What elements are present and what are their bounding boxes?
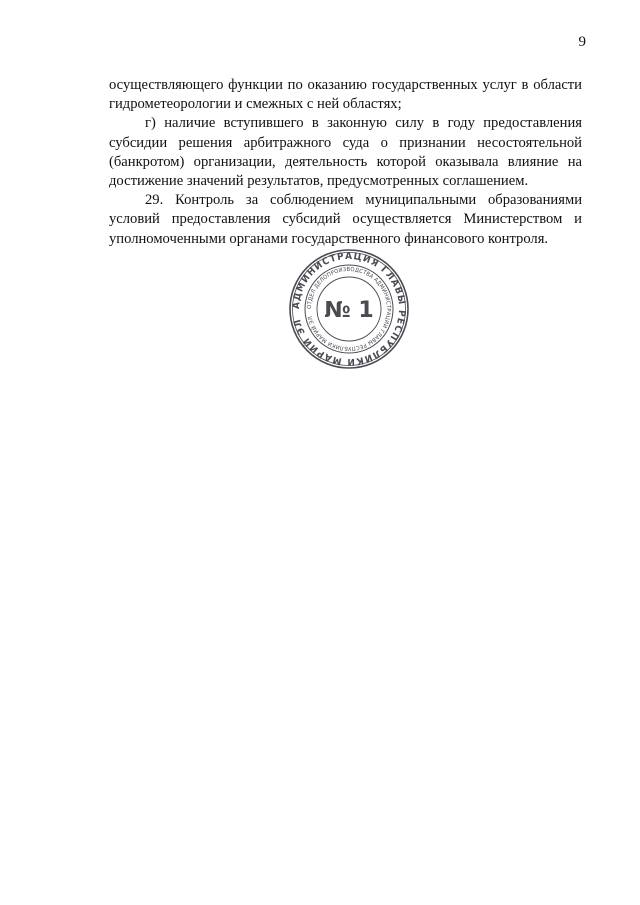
seal-inner-text: ОТДЕЛ ДЕЛОПРОИЗВОДСТВА АДМИНИСТРАЦИИ ГЛАВЫ РЕСПУБЛИКИ МАРИЙ ЭЛ [306, 266, 392, 352]
paragraph-continuation: осуществляющего функции по оказанию государственных услуг в области гидрометеорологии и смежных с ней областях; [109, 77, 582, 113]
seal-number: № 1 [324, 298, 374, 323]
official-seal [288, 248, 410, 370]
seal-outer-text: АДМИНИСТРАЦИЯ ГЛАВЫ РЕСПУБЛИКИ МАРИЙ ЭЛ [290, 250, 408, 368]
page-number: 9 [578, 34, 586, 50]
seal-graphic [288, 248, 410, 370]
paragraph-29: 29. Контроль за соблюдением муниципальными образованиями условий предоставления субсидий осуществляется Министерством и уполномоченными органами государственного финансового контроля. [109, 192, 582, 247]
document-body [109, 76, 582, 249]
paragraph-item-g: г) наличие вступившего в законную силу в году предоставления субсидии решения арбитражного суда о признании несостоятельной (банкротом) организации, деятельность которой оказывала влияние на достижение значений результатов, предусмотренных соглашением. [109, 115, 582, 190]
